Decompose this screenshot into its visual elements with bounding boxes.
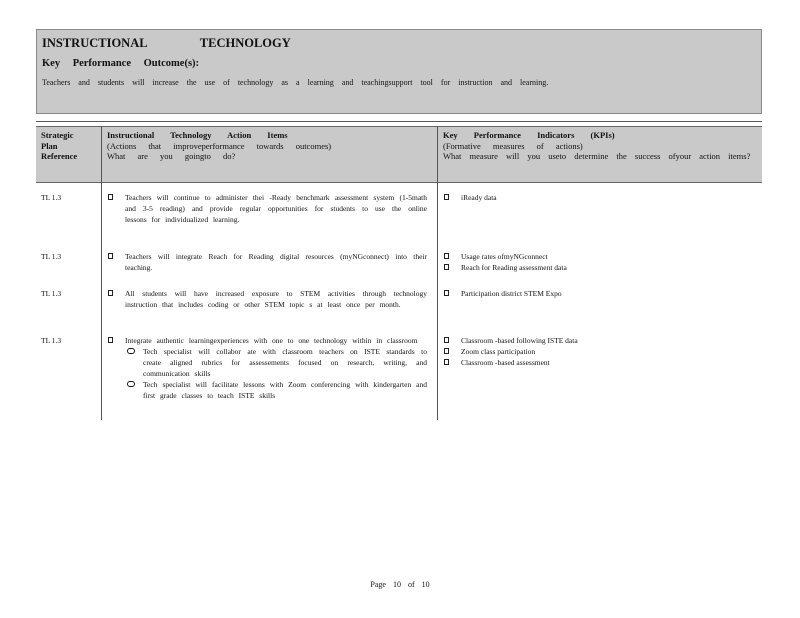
action-plan-table xyxy=(36,121,762,419)
sub-action-item: Tech specialist will collabor ate with classroom teachers on ISTE standards to create aligned rubrics for assessements focused on research, writing, and communication skills xyxy=(107,346,427,379)
kpi-item: Classroom -based assessment xyxy=(443,357,753,368)
kpo-label: Key Performance Outcome(s): xyxy=(42,58,200,69)
kpi-item: iReady data xyxy=(443,192,753,203)
kpi-item: Classroom -based following ISTE data xyxy=(443,335,753,346)
kpi-item: Usage rates ofmyNGconnect xyxy=(443,251,753,262)
column-divider xyxy=(437,126,438,420)
column-divider xyxy=(101,126,102,420)
kpi-item: Participation district STEM Expo xyxy=(443,288,753,299)
col-header-kpis: Key Performance Indicators (KPIs) (Formative measures of actions) What measure will you useto determine the success ofyour action items? xyxy=(443,130,751,161)
col-header-strategic-plan: Strategic Plan Reference xyxy=(41,130,78,161)
action-item: Integrate authentic learningexperiences with one to one technology within in classroom xyxy=(107,335,427,346)
row-ref: TL 1.3 xyxy=(41,252,62,261)
page-number: Page 10 of 10 xyxy=(370,580,430,589)
action-item: Teachers will continue to administer thei -Ready benchmark assessment system (1-5math and 3-5 reading) and provide regular opportunities for students to use the online lessons for individualized learning. xyxy=(107,192,427,225)
kpi-item: Zoom class participation xyxy=(443,346,753,357)
row-ref: TL 1.3 xyxy=(41,336,62,345)
col-header-action-items: Instructional Technology Action Items (Actions that improveperformance towards outcomes) What are you goingto do? xyxy=(107,130,332,161)
row-ref: TL 1.3 xyxy=(41,193,62,202)
action-item: All students will have increased exposure to STEM activities through technology instruction that includes coding or other STEM topic s at least once per month. xyxy=(107,288,427,310)
section-title: INSTRUCTIONAL TECHNOLOGY xyxy=(42,36,291,50)
sub-action-item: Tech specialist will facilitate lessons with Zoom conferencing with kindergarten and first grade classes to teach ISTE skills xyxy=(107,379,427,401)
outcome-header-box xyxy=(36,29,762,114)
outcome-description: Teachers and students will increase the use of technology as a learning and teachingsupport tool for instruction and learning. xyxy=(42,78,549,87)
row-ref: TL 1.3 xyxy=(41,289,62,298)
kpi-item: Reach for Reading assessment data xyxy=(443,262,753,273)
action-item: Teachers will integrate Reach for Reading digital resources (myNGconnect) into their teaching. xyxy=(107,251,427,273)
